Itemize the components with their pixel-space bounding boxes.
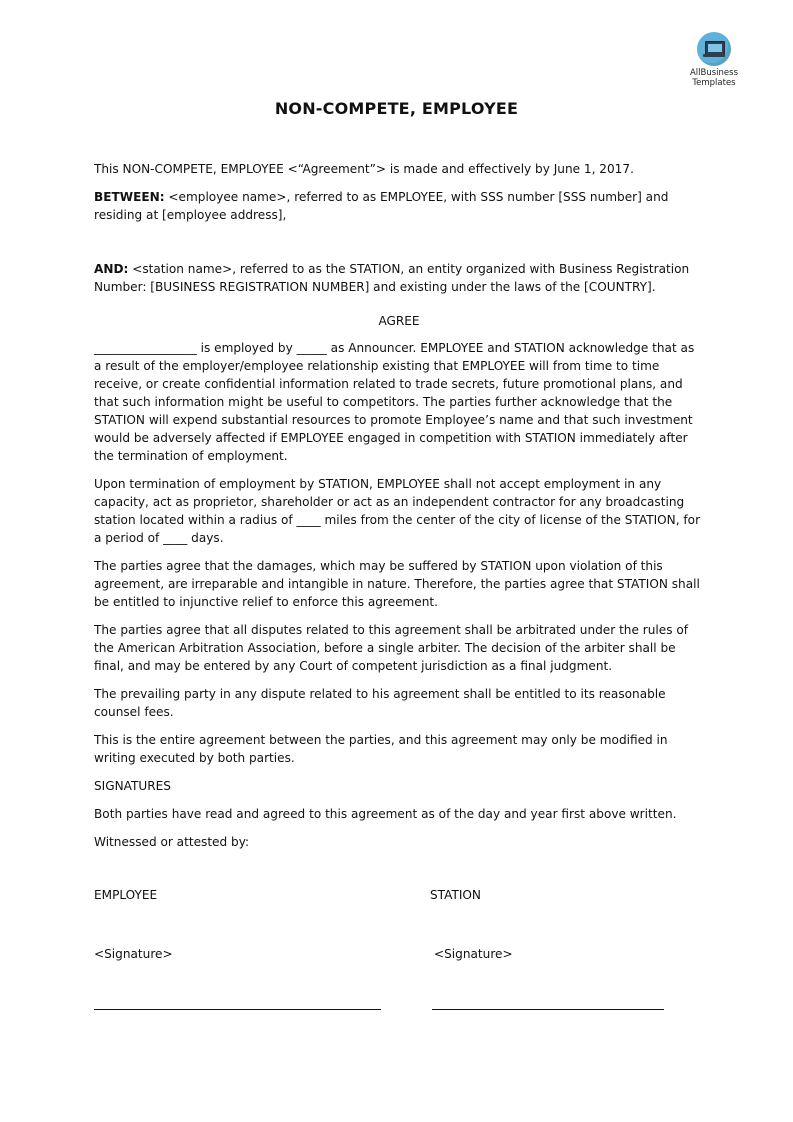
paragraph-entire-agreement: This is the entire agreement between the parties, and this agreement may only be modified in writing executed by both parties.	[94, 733, 668, 765]
logo-line-2: Templates	[692, 78, 736, 88]
logo	[676, 32, 752, 88]
between-text: <employee name>, referred to as EMPLOYEE, with SSS number [SSS number] and residing at [employee address],	[94, 190, 669, 222]
computer-icon	[697, 32, 731, 66]
paragraph-damages: The parties agree that the damages, which may be suffered by STATION upon violation of this agreement, are irreparable and intangible in nature. Therefore, the parties agree that STATION shall be entitled to injunctive relief to enforce this agreement.	[94, 559, 700, 609]
paragraph-witnessed: Witnessed or attested by:	[94, 835, 250, 849]
signatures-heading: SIGNATURES	[94, 779, 171, 793]
station-signature-line	[432, 1009, 664, 1010]
employee-signature: <Signature>	[94, 947, 173, 961]
and-paragraph	[94, 260, 704, 296]
between-label: BETWEEN:	[94, 190, 165, 204]
paragraph-arbitration: The parties agree that all disputes related to this agreement shall be arbitrated under the rules of the American Arbitration Association, before a single arbiter. The decision of the arbiter shall be final, and may be entered by any Court of competent jurisdiction as a final judgment.	[94, 623, 688, 673]
and-label: AND:	[94, 262, 129, 276]
agree-heading: AGREE	[378, 314, 420, 328]
employee-signature-line	[94, 1009, 381, 1010]
logo-text	[676, 68, 752, 88]
paragraph-employment: _________________ is employed by _____ as Announcer. EMPLOYEE and STATION acknowledge that as a result of the employer/employee relationship existing that EMPLOYEE will from time to time receive, or create confidential information related to trade secrets, future promotional plans, and that such information might be useful to competitors. The parties further acknowledge that the STATION will expend substantial resources to promote Employee’s name and that such investment would be adversely affected if EMPLOYEE engaged in competition with STATION immediately after the termination of employment.	[94, 341, 695, 463]
logo-line-1: AllBusiness	[689, 68, 739, 78]
station-label: STATION	[430, 888, 481, 902]
paragraph-agreed: Both parties have read and agreed to this agreement as of the day and year first above written.	[94, 807, 677, 821]
document-body	[94, 160, 704, 861]
employee-label: EMPLOYEE	[94, 888, 158, 902]
station-signature: <Signature>	[434, 947, 513, 961]
document-title: NON-COMPETE, EMPLOYEE	[274, 99, 519, 118]
paragraph-termination: Upon termination of employment by STATION, EMPLOYEE shall not accept employment in any capacity, act as proprietor, shareholder or act as an independent contractor for any broadcasting station located within a radius of ____ miles from the center of the city of license of the STATION, for a period of ____ days.	[94, 477, 701, 545]
paragraph-counsel-fees: The prevailing party in any dispute related to his agreement shall be entitled to its reasonable counsel fees.	[94, 687, 666, 719]
intro-paragraph: This NON-COMPETE, EMPLOYEE <“Agreement”> is made and effectively by June 1, 2017.	[94, 162, 634, 176]
and-text: <station name>, referred to as the STATION, an entity organized with Business Registration Number: [BUSINESS REGISTRATION NUMBER] and existing under the laws of the [COUNTRY].	[94, 262, 690, 294]
between-paragraph	[94, 188, 704, 224]
